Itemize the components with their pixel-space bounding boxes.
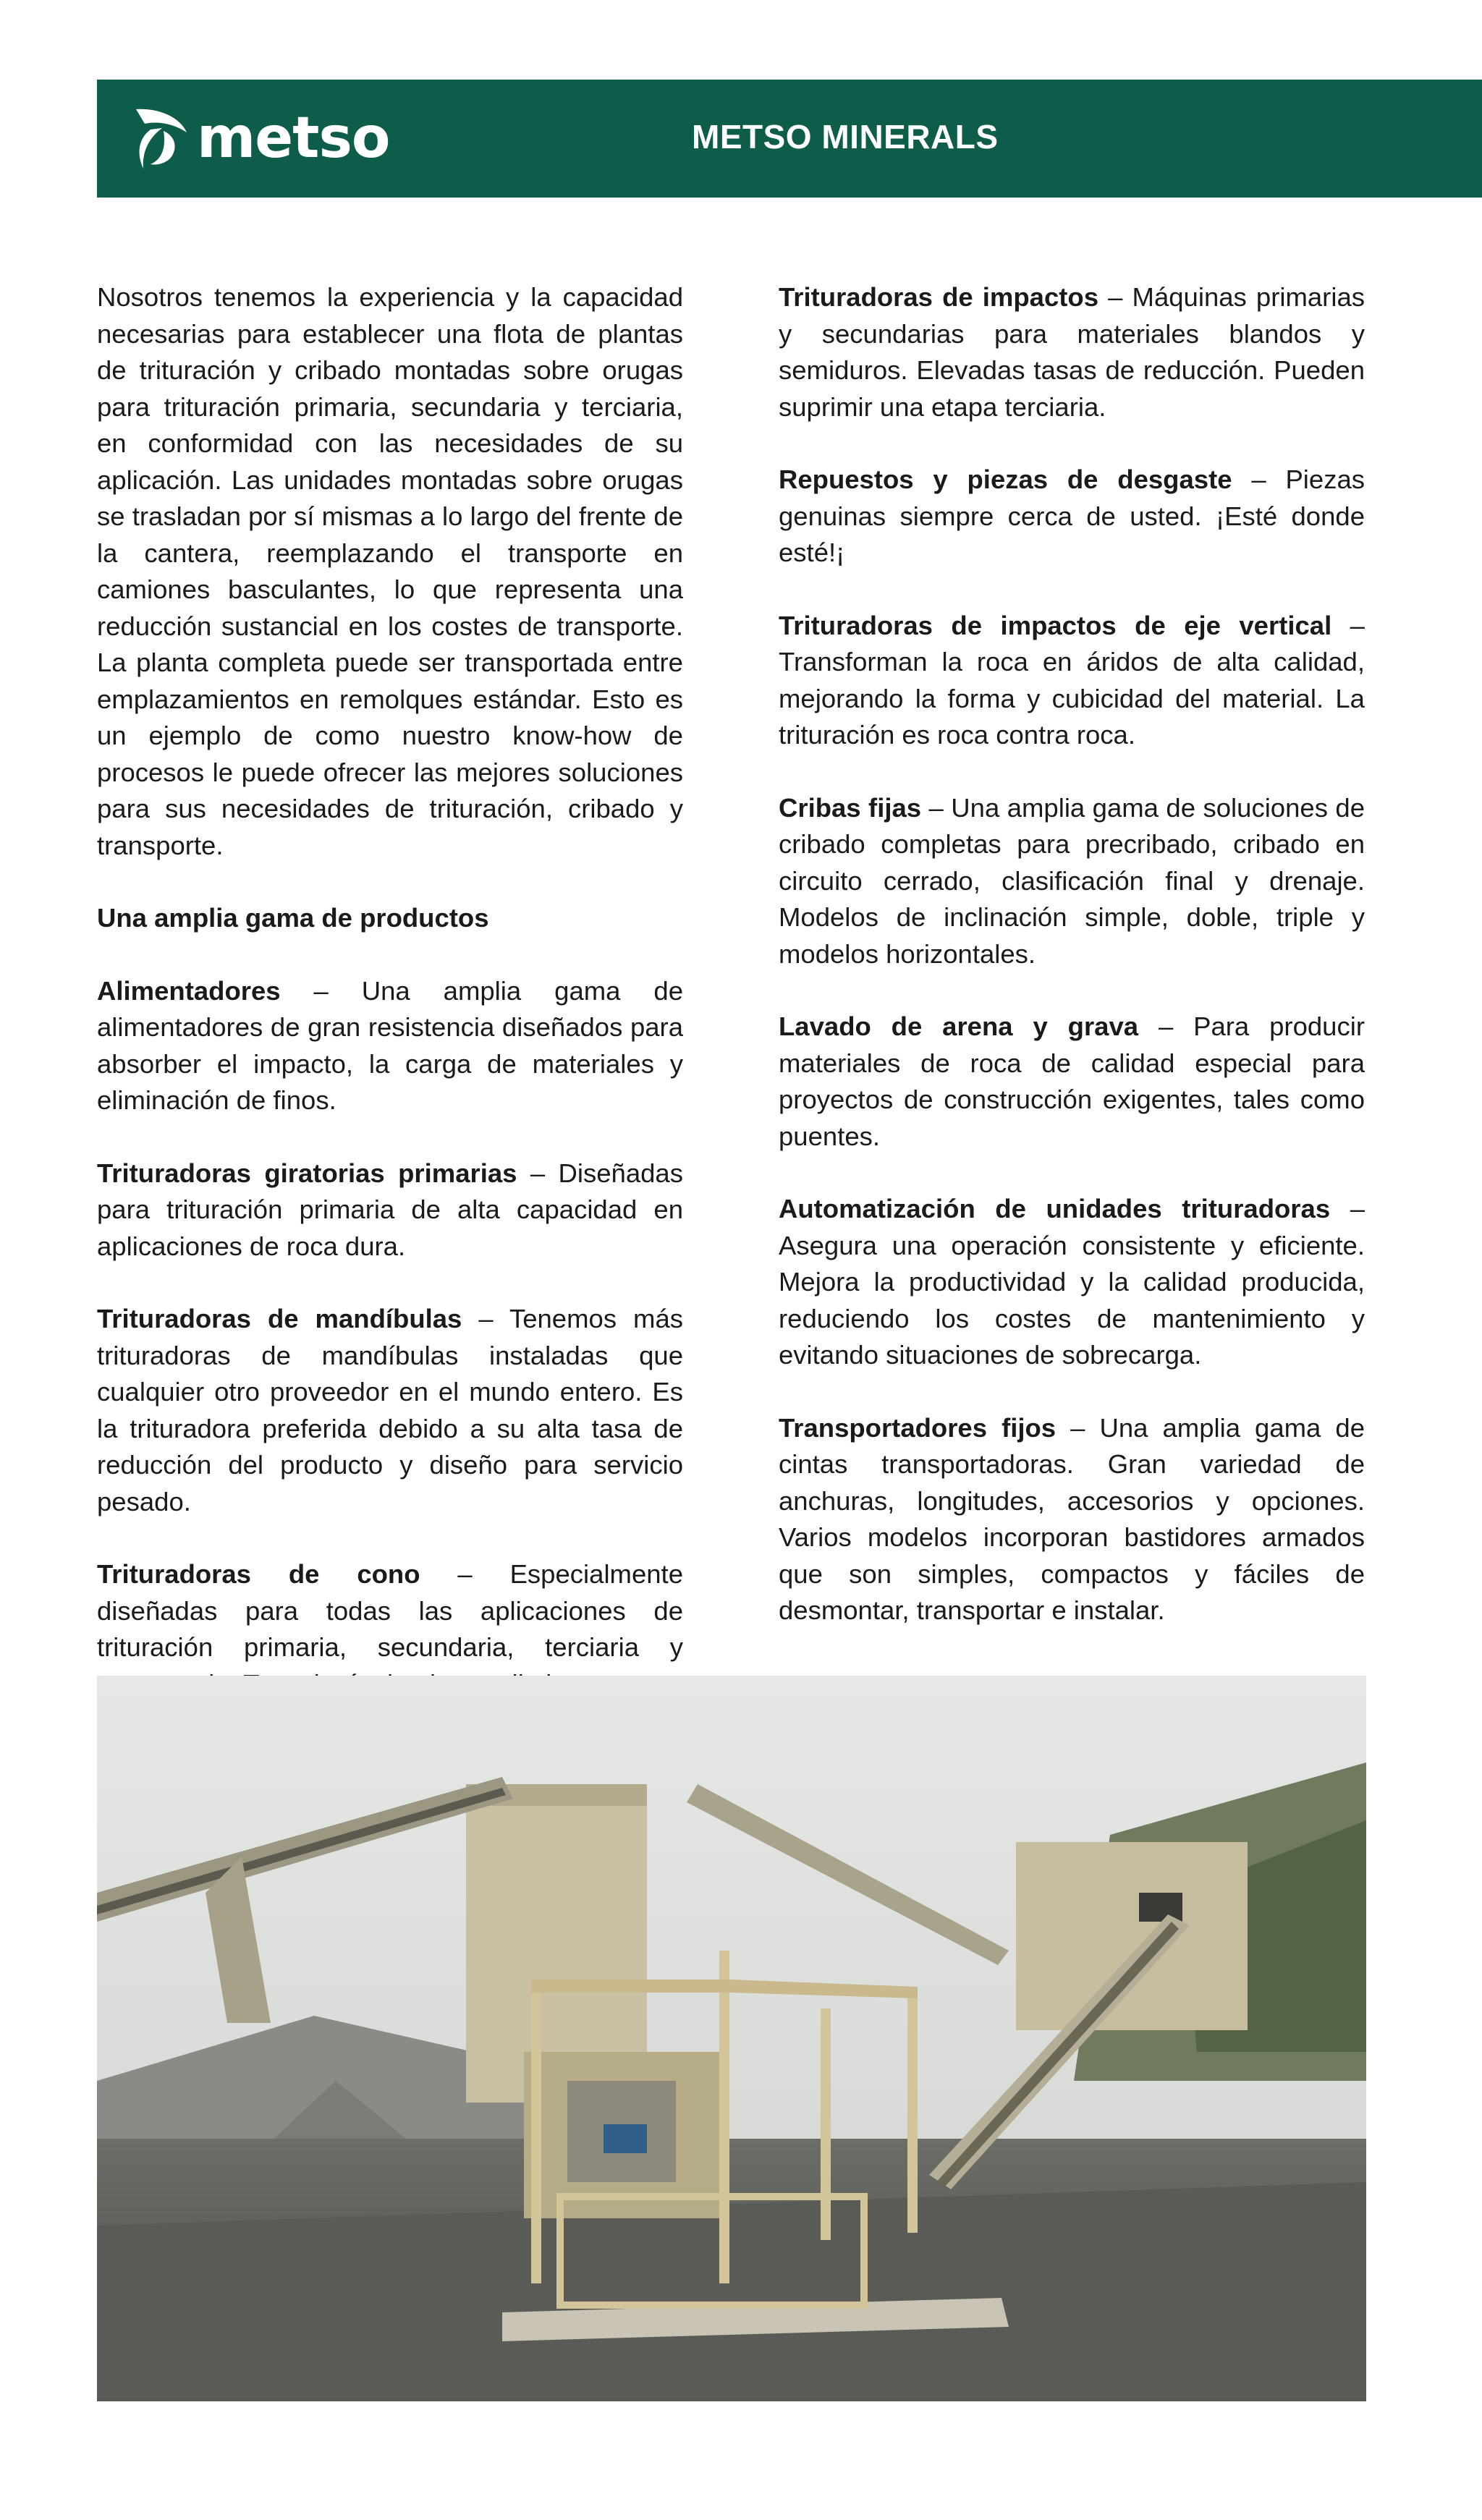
product-item-automatizacion: [779, 1191, 1365, 1374]
crushing-plant-photo: [97, 1676, 1366, 2401]
product-item-cribas: [779, 790, 1365, 973]
product-desc: – Una amplia gama de alimentadores de gran resistencia diseñados para absorber el impacto, la carga de materiales y eliminación de finos.: [97, 975, 683, 1115]
product-desc: – Diseñadas para trituración primaria de alta capacidad en aplicaciones de roca dura.: [97, 1158, 683, 1261]
product-item-giratorias: [97, 1155, 683, 1265]
header-title: METSO MINERALS: [692, 118, 999, 156]
product-item-mandibulas: [97, 1301, 683, 1520]
product-term: Repuestos y piezas de desgaste: [779, 464, 1232, 494]
product-term: Automatización de unidades trituradoras: [779, 1194, 1331, 1223]
product-desc: – Una amplia gama de cintas transportadoras. Gran variedad de anchuras, longitudes, accesorios y opciones. Varios modelos incorporan bastidores armados que son simples, compactos y fáciles de desmontar, transportar e instalar.: [779, 1412, 1365, 1625]
product-desc: – Para producir materiales de roca de calidad especial para proyectos de construcción exigentes, tales como puentes.: [779, 1011, 1365, 1151]
logo-wordmark: metso: [197, 106, 390, 171]
product-desc: – Asegura una operación consistente y eficiente. Mejora la productividad y la calidad producida, reduciendo los costes de mantenimiento y evitando situaciones de sobrecarga.: [779, 1194, 1365, 1370]
product-desc: – Piezas genuinas siempre cerca de usted. ¡Esté donde esté!¡: [779, 464, 1365, 567]
product-term: Trituradoras de impactos de eje vertical: [779, 610, 1332, 640]
section-heading: Una amplia gama de productos: [97, 903, 489, 933]
right-column: [779, 279, 1365, 1666]
product-desc: – Máquinas primarias y secundarias para materiales blandos y semiduros. Elevadas tasas de reducción. Pueden suprimir una etapa terciaria.: [779, 282, 1365, 422]
metso-logo: [129, 98, 389, 178]
product-term: Trituradoras de impactos: [779, 282, 1099, 312]
page-header: [97, 80, 1482, 198]
product-item-eje-vertical: [779, 608, 1365, 754]
product-item-impactos: [779, 279, 1365, 425]
product-item-lavado: [779, 1009, 1365, 1155]
product-term: Trituradoras de cono: [97, 1559, 420, 1589]
left-column: [97, 279, 683, 1739]
product-item-transportadores: [779, 1410, 1365, 1629]
product-term: Transportadores fijos: [779, 1412, 1057, 1443]
product-term: Cribas fijas: [779, 792, 922, 823]
product-term: Trituradoras de mandíbulas: [97, 1304, 462, 1333]
product-desc: – Tenemos más trituradoras de mandíbulas instaladas que cualquier otro proveedor en el mundo entero. Es la trituradora preferida debido a su alta tasa de reducción del producto y diseño para servicio pesado.: [97, 1304, 684, 1516]
product-item-alimentadores: [97, 973, 683, 1119]
product-desc: – Una amplia gama de soluciones de cribado completas para precribado, cribado en circuito cerrado, clasificación final y drenaje. Modelos de inclinación simple, doble, triple y modelos horizontales.: [779, 792, 1365, 969]
product-desc: – Transforman la roca en áridos de alta calidad, mejorando la forma y cubicidad del material. La trituración es roca contra roca.: [779, 610, 1365, 750]
metso-logo-icon: [129, 102, 191, 174]
product-term: Alimentadores: [97, 975, 281, 1006]
product-item-repuestos: [779, 462, 1365, 572]
product-term: Lavado de arena y grava: [779, 1011, 1139, 1041]
product-desc: – Especialmente diseñadas para todas las aplicaciones de trituración primaria, secundaria, terciaria y: [97, 1559, 683, 1662]
intro-paragraph: Nosotros tenemos la experiencia y la capacidad necesarias para establecer una flota de plantas de trituración y cribado montadas sobre orugas para trituración primaria, secundaria y terciaria, en conformidad con las necesidades de su aplicación. Las unidades montadas sobre orugas se trasladan por sí mismas a lo largo del frente de la cantera, reemplazando el transporte en camiones basculantes, lo que representa una reducción sustancial en los costes de transporte. La planta completa puede ser transportada entre emplazamientos en remolques estándar. Esto es un ejemplo de como nuestro know-how de procesos le puede ofrecer las mejores soluciones para sus necesidades de trituración, cribado y transporte.: [97, 282, 683, 860]
product-term: Trituradoras giratorias primarias: [97, 1158, 517, 1188]
